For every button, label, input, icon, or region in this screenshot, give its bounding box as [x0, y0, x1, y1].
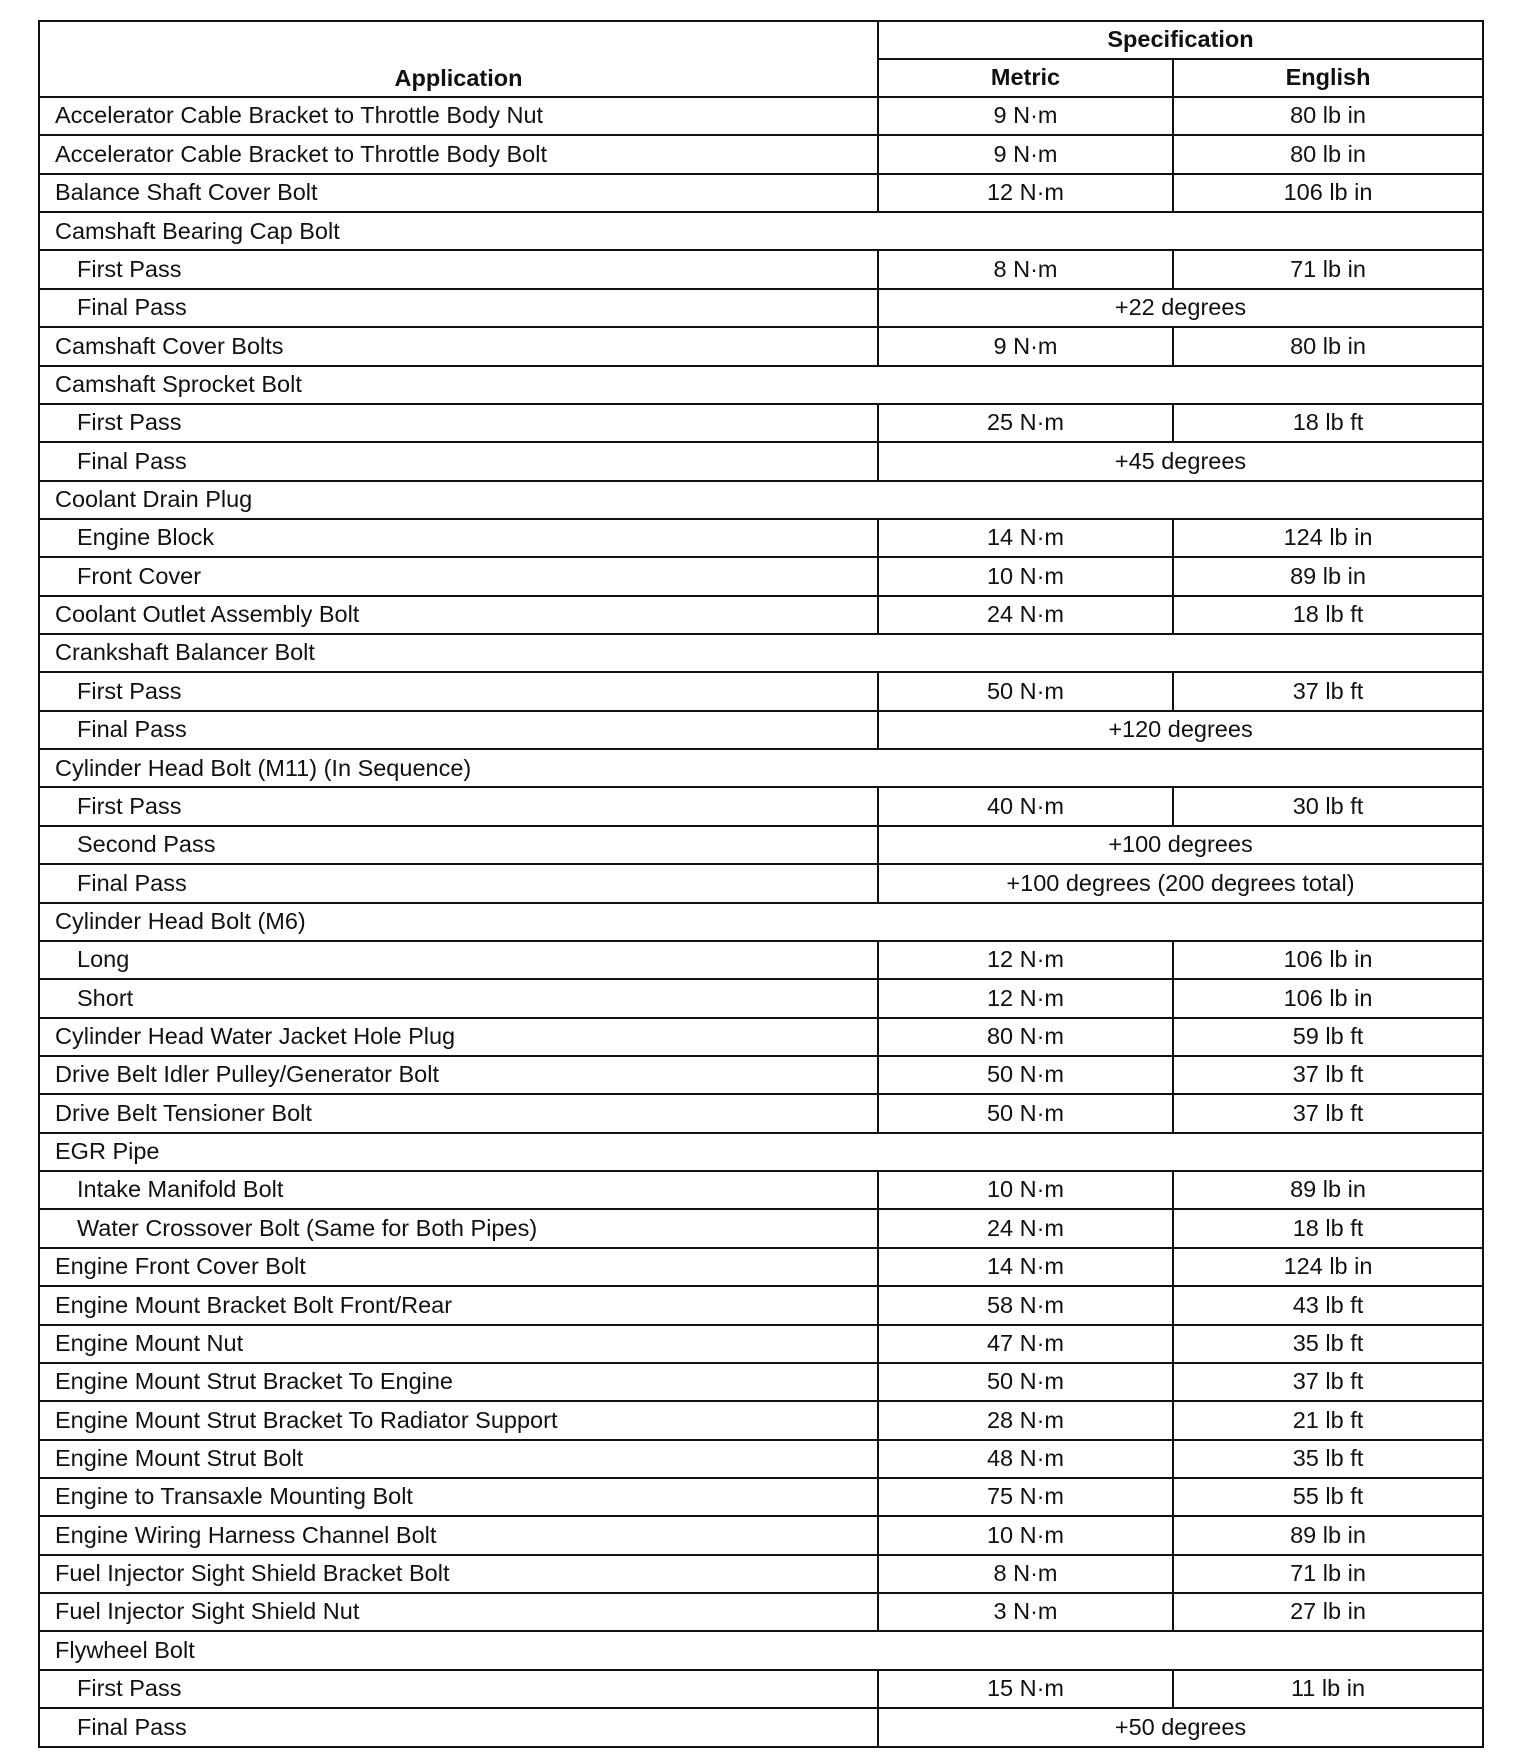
- table-row: [39, 327, 1483, 365]
- application-cell: Drive Belt Idler Pulley/Generator Bolt: [39, 1056, 878, 1094]
- angle-spec-cell: +100 degrees (200 degrees total): [878, 864, 1483, 902]
- metric-cell: 48 N·m: [878, 1440, 1173, 1478]
- english-cell: 35 lb ft: [1173, 1325, 1483, 1363]
- application-cell: Fuel Injector Sight Shield Nut: [39, 1593, 878, 1631]
- table-header: [39, 21, 1483, 97]
- group-label: EGR Pipe: [39, 1133, 878, 1171]
- table-row: [39, 1478, 1483, 1516]
- table-row: [39, 634, 1483, 672]
- table-row: [39, 1593, 1483, 1631]
- metric-cell: 8 N·m: [878, 1555, 1173, 1593]
- application-cell: Final Pass: [39, 711, 878, 749]
- application-cell: Final Pass: [39, 864, 878, 902]
- application-cell: Accelerator Cable Bracket to Throttle Body Bolt: [39, 135, 878, 173]
- group-label: Camshaft Bearing Cap Bolt: [39, 212, 878, 250]
- english-cell: 55 lb ft: [1173, 1478, 1483, 1516]
- table-row: [39, 289, 1483, 327]
- group-label: Camshaft Sprocket Bolt: [39, 366, 878, 404]
- english-cell: 89 lb in: [1173, 557, 1483, 595]
- application-cell: Engine Mount Strut Bracket To Engine: [39, 1363, 878, 1401]
- table-row: [39, 1670, 1483, 1708]
- english-cell: 37 lb ft: [1173, 672, 1483, 710]
- english-header: English: [1173, 59, 1483, 97]
- application-cell: Camshaft Cover Bolts: [39, 327, 878, 365]
- table-row: [39, 442, 1483, 480]
- metric-cell: 25 N·m: [878, 404, 1173, 442]
- group-empty-cell: [878, 1631, 1483, 1669]
- english-cell: 11 lb in: [1173, 1670, 1483, 1708]
- angle-spec-cell: +50 degrees: [878, 1708, 1483, 1747]
- english-cell: 35 lb ft: [1173, 1440, 1483, 1478]
- table-row: [39, 366, 1483, 404]
- table-row: [39, 1325, 1483, 1363]
- application-cell: Fuel Injector Sight Shield Bracket Bolt: [39, 1555, 878, 1593]
- angle-spec-cell: +22 degrees: [878, 289, 1483, 327]
- application-cell: Balance Shaft Cover Bolt: [39, 174, 878, 212]
- english-cell: 71 lb in: [1173, 1555, 1483, 1593]
- table-row: [39, 979, 1483, 1017]
- torque-spec-table: [38, 20, 1484, 1748]
- angle-spec-cell: +100 degrees: [878, 826, 1483, 864]
- table-row: [39, 1708, 1483, 1747]
- group-label: Coolant Drain Plug: [39, 481, 878, 519]
- group-label: Crankshaft Balancer Bolt: [39, 634, 878, 672]
- english-cell: 37 lb ft: [1173, 1056, 1483, 1094]
- table-row: [39, 903, 1483, 941]
- metric-cell: 12 N·m: [878, 979, 1173, 1017]
- table-row: [39, 557, 1483, 595]
- table-row: [39, 826, 1483, 864]
- application-cell: Water Crossover Bolt (Same for Both Pipes): [39, 1209, 878, 1247]
- table-row: [39, 1286, 1483, 1324]
- metric-cell: 10 N·m: [878, 557, 1173, 595]
- application-cell: Coolant Outlet Assembly Bolt: [39, 596, 878, 634]
- metric-cell: 10 N·m: [878, 1171, 1173, 1209]
- metric-cell: 50 N·m: [878, 1363, 1173, 1401]
- table-row: [39, 672, 1483, 710]
- table-row: [39, 1018, 1483, 1056]
- application-cell: Final Pass: [39, 442, 878, 480]
- english-cell: 124 lb in: [1173, 519, 1483, 557]
- english-cell: 106 lb in: [1173, 979, 1483, 1017]
- application-cell: Engine Front Cover Bolt: [39, 1248, 878, 1286]
- table-row: [39, 864, 1483, 902]
- english-cell: 124 lb in: [1173, 1248, 1483, 1286]
- application-cell: Second Pass: [39, 826, 878, 864]
- table-row: [39, 1056, 1483, 1094]
- metric-cell: 12 N·m: [878, 174, 1173, 212]
- table-row: [39, 1440, 1483, 1478]
- application-cell: Final Pass: [39, 289, 878, 327]
- angle-spec-cell: +45 degrees: [878, 442, 1483, 480]
- metric-cell: 50 N·m: [878, 672, 1173, 710]
- metric-cell: 10 N·m: [878, 1516, 1173, 1554]
- table-row: [39, 1248, 1483, 1286]
- application-cell: Engine Mount Strut Bolt: [39, 1440, 878, 1478]
- english-cell: 59 lb ft: [1173, 1018, 1483, 1056]
- metric-cell: 75 N·m: [878, 1478, 1173, 1516]
- angle-spec-cell: +120 degrees: [878, 711, 1483, 749]
- metric-cell: 9 N·m: [878, 135, 1173, 173]
- english-cell: 80 lb in: [1173, 97, 1483, 135]
- application-cell: First Pass: [39, 787, 878, 825]
- application-cell: Drive Belt Tensioner Bolt: [39, 1094, 878, 1132]
- table-row: [39, 711, 1483, 749]
- table-row: [39, 1133, 1483, 1171]
- group-label: Flywheel Bolt: [39, 1631, 878, 1669]
- group-empty-cell: [878, 749, 1483, 787]
- table-row: [39, 97, 1483, 135]
- metric-cell: 28 N·m: [878, 1401, 1173, 1439]
- application-cell: Final Pass: [39, 1708, 878, 1747]
- table-row: [39, 1631, 1483, 1669]
- application-cell: Engine to Transaxle Mounting Bolt: [39, 1478, 878, 1516]
- metric-cell: 14 N·m: [878, 1248, 1173, 1286]
- application-cell: Intake Manifold Bolt: [39, 1171, 878, 1209]
- english-cell: 80 lb in: [1173, 327, 1483, 365]
- application-cell: First Pass: [39, 250, 878, 288]
- table-row: [39, 1209, 1483, 1247]
- metric-cell: 80 N·m: [878, 1018, 1173, 1056]
- application-cell: First Pass: [39, 672, 878, 710]
- group-empty-cell: [878, 1133, 1483, 1171]
- table-row: [39, 519, 1483, 557]
- english-cell: 43 lb ft: [1173, 1286, 1483, 1324]
- application-cell: Engine Mount Strut Bracket To Radiator Support: [39, 1401, 878, 1439]
- group-label: Cylinder Head Bolt (M6): [39, 903, 878, 941]
- table-row: [39, 1516, 1483, 1554]
- table-row: [39, 787, 1483, 825]
- metric-cell: 58 N·m: [878, 1286, 1173, 1324]
- english-cell: 71 lb in: [1173, 250, 1483, 288]
- application-cell: Engine Mount Bracket Bolt Front/Rear: [39, 1286, 878, 1324]
- application-cell: Engine Block: [39, 519, 878, 557]
- specification-header: Specification: [878, 21, 1483, 59]
- metric-cell: 24 N·m: [878, 1209, 1173, 1247]
- table-row: [39, 250, 1483, 288]
- table-row: [39, 1555, 1483, 1593]
- application-cell: First Pass: [39, 404, 878, 442]
- application-cell: Front Cover: [39, 557, 878, 595]
- metric-cell: 50 N·m: [878, 1094, 1173, 1132]
- group-empty-cell: [878, 366, 1483, 404]
- english-cell: 89 lb in: [1173, 1516, 1483, 1554]
- metric-cell: 14 N·m: [878, 519, 1173, 557]
- application-cell: Engine Mount Nut: [39, 1325, 878, 1363]
- metric-cell: 50 N·m: [878, 1056, 1173, 1094]
- metric-cell: 47 N·m: [878, 1325, 1173, 1363]
- table-row: [39, 941, 1483, 979]
- group-empty-cell: [878, 481, 1483, 519]
- table-row: [39, 135, 1483, 173]
- application-cell: Engine Wiring Harness Channel Bolt: [39, 1516, 878, 1554]
- metric-cell: 9 N·m: [878, 97, 1173, 135]
- metric-cell: 15 N·m: [878, 1670, 1173, 1708]
- english-cell: 21 lb ft: [1173, 1401, 1483, 1439]
- table-row: [39, 212, 1483, 250]
- table-row: [39, 174, 1483, 212]
- english-cell: 18 lb ft: [1173, 1209, 1483, 1247]
- application-cell: First Pass: [39, 1670, 878, 1708]
- table-row: [39, 1094, 1483, 1132]
- english-cell: 30 lb ft: [1173, 787, 1483, 825]
- english-cell: 18 lb ft: [1173, 404, 1483, 442]
- metric-cell: 9 N·m: [878, 327, 1173, 365]
- metric-cell: 3 N·m: [878, 1593, 1173, 1631]
- english-cell: 89 lb in: [1173, 1171, 1483, 1209]
- table-row: [39, 596, 1483, 634]
- english-cell: 106 lb in: [1173, 941, 1483, 979]
- group-empty-cell: [878, 634, 1483, 672]
- metric-cell: 24 N·m: [878, 596, 1173, 634]
- application-cell: Accelerator Cable Bracket to Throttle Body Nut: [39, 97, 878, 135]
- table-row: [39, 1363, 1483, 1401]
- application-header: Application: [39, 21, 878, 97]
- table-row: [39, 1401, 1483, 1439]
- application-cell: Cylinder Head Water Jacket Hole Plug: [39, 1018, 878, 1056]
- header-row-top: [39, 21, 1483, 59]
- english-cell: 80 lb in: [1173, 135, 1483, 173]
- group-label: Cylinder Head Bolt (M11) (In Sequence): [39, 749, 878, 787]
- table-row: [39, 1171, 1483, 1209]
- table-row: [39, 404, 1483, 442]
- english-cell: 18 lb ft: [1173, 596, 1483, 634]
- table-row: [39, 749, 1483, 787]
- metric-header: Metric: [878, 59, 1173, 97]
- english-cell: 106 lb in: [1173, 174, 1483, 212]
- group-empty-cell: [878, 212, 1483, 250]
- group-empty-cell: [878, 903, 1483, 941]
- metric-cell: 12 N·m: [878, 941, 1173, 979]
- metric-cell: 8 N·m: [878, 250, 1173, 288]
- application-cell: Long: [39, 941, 878, 979]
- table-row: [39, 481, 1483, 519]
- table-body: [39, 97, 1483, 1747]
- application-cell: Short: [39, 979, 878, 1017]
- english-cell: 37 lb ft: [1173, 1094, 1483, 1132]
- english-cell: 27 lb in: [1173, 1593, 1483, 1631]
- english-cell: 37 lb ft: [1173, 1363, 1483, 1401]
- metric-cell: 40 N·m: [878, 787, 1173, 825]
